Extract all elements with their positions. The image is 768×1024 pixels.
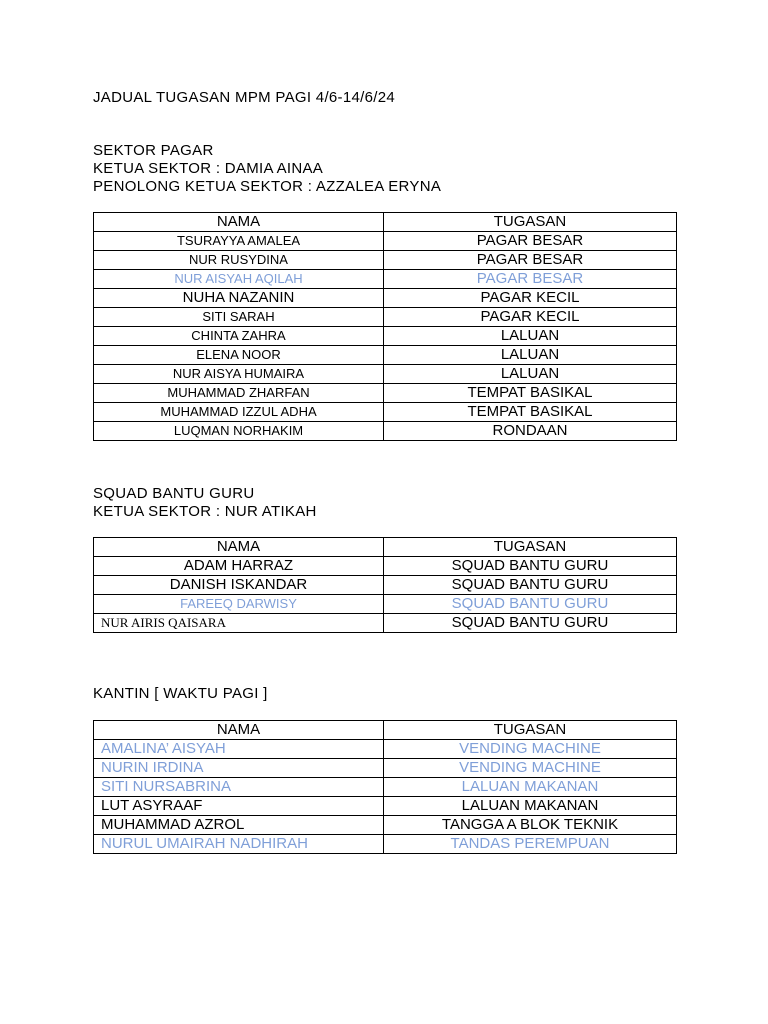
- header-tugasan: TUGASAN: [384, 721, 677, 740]
- table-row: [94, 576, 677, 595]
- table-row: [94, 835, 677, 854]
- table-row: [94, 270, 677, 289]
- nama-cell: NURIN IRDINA: [94, 759, 384, 778]
- table-row: [94, 289, 677, 308]
- squad-heading: SQUAD BANTU GURU: [93, 485, 255, 502]
- nama-cell: MUHAMMAD ZHARFAN: [94, 384, 384, 403]
- tugasan-cell: LALUAN MAKANAN: [384, 797, 677, 816]
- tugasan-cell: TANDAS PEREMPUAN: [384, 835, 677, 854]
- sektor-pagar-ketua: KETUA SEKTOR : DAMIA AINAA: [93, 160, 324, 177]
- nama-cell: LUT ASYRAAF: [94, 797, 384, 816]
- table-row: [94, 308, 677, 327]
- nama-cell: MUHAMMAD IZZUL ADHA: [94, 403, 384, 422]
- table-row: [94, 346, 677, 365]
- table-row: [94, 797, 677, 816]
- table-row: [94, 403, 677, 422]
- header-nama: NAMA: [94, 213, 384, 232]
- table-header-row: [94, 721, 677, 740]
- nama-cell: SITI NURSABRINA: [94, 778, 384, 797]
- sektor-pagar-penolong: PENOLONG KETUA SEKTOR : AZZALEA ERYNA: [93, 178, 442, 195]
- nama-cell: LUQMAN NORHAKIM: [94, 422, 384, 441]
- tugasan-cell: PAGAR KECIL: [384, 289, 677, 308]
- tugasan-cell: SQUAD BANTU GURU: [384, 595, 677, 614]
- table-header-row: [94, 538, 677, 557]
- tugasan-cell: PAGAR KECIL: [384, 308, 677, 327]
- table-header-row: [94, 213, 677, 232]
- header-nama: NAMA: [94, 721, 384, 740]
- kantin-table: [93, 720, 677, 854]
- table-row: [94, 614, 677, 633]
- tugasan-cell: PAGAR BESAR: [384, 251, 677, 270]
- table-row: [94, 384, 677, 403]
- table-row: [94, 557, 677, 576]
- tugasan-cell: SQUAD BANTU GURU: [384, 576, 677, 595]
- table-row: [94, 251, 677, 270]
- table-row: [94, 422, 677, 441]
- sektor-pagar-table: [93, 212, 677, 441]
- header-nama: NAMA: [94, 538, 384, 557]
- tugasan-cell: RONDAAN: [384, 422, 677, 441]
- tugasan-cell: TEMPAT BASIKAL: [384, 384, 677, 403]
- tugasan-cell: LALUAN: [384, 365, 677, 384]
- tugasan-cell: VENDING MACHINE: [384, 759, 677, 778]
- squad-ketua: KETUA SEKTOR : NUR ATIKAH: [93, 503, 317, 520]
- table-row: [94, 740, 677, 759]
- tugasan-cell: SQUAD BANTU GURU: [384, 557, 677, 576]
- nama-cell: AMALINA’ AISYAH: [94, 740, 384, 759]
- tugasan-cell: SQUAD BANTU GURU: [384, 614, 677, 633]
- table-row: [94, 595, 677, 614]
- nama-cell: NUR AISYAH AQILAH: [94, 270, 384, 289]
- tugasan-cell: LALUAN MAKANAN: [384, 778, 677, 797]
- nama-cell: NUHA NAZANIN: [94, 289, 384, 308]
- tugasan-cell: LALUAN: [384, 346, 677, 365]
- table-row: [94, 778, 677, 797]
- nama-cell: NUR AISYA HUMAIRA: [94, 365, 384, 384]
- tugasan-cell: PAGAR BESAR: [384, 270, 677, 289]
- tugasan-cell: VENDING MACHINE: [384, 740, 677, 759]
- table-row: [94, 327, 677, 346]
- table-row: [94, 365, 677, 384]
- nama-cell: TSURAYYA AMALEA: [94, 232, 384, 251]
- nama-cell: NUR RUSYDINA: [94, 251, 384, 270]
- nama-cell: ELENA NOOR: [94, 346, 384, 365]
- nama-cell: NURUL UMAIRAH NADHIRAH: [94, 835, 384, 854]
- page-title: JADUAL TUGASAN MPM PAGI 4/6-14/6/24: [93, 89, 395, 106]
- sektor-pagar-heading: SEKTOR PAGAR: [93, 142, 214, 159]
- nama-cell: NUR AIRIS QAISARA: [94, 614, 384, 633]
- tugasan-cell: LALUAN: [384, 327, 677, 346]
- kantin-heading: KANTIN [ WAKTU PAGI ]: [93, 685, 268, 702]
- table-row: [94, 816, 677, 835]
- nama-cell: MUHAMMAD AZROL: [94, 816, 384, 835]
- nama-cell: DANISH ISKANDAR: [94, 576, 384, 595]
- header-tugasan: TUGASAN: [384, 213, 677, 232]
- tugasan-cell: TEMPAT BASIKAL: [384, 403, 677, 422]
- table-row: [94, 759, 677, 778]
- tugasan-cell: PAGAR BESAR: [384, 232, 677, 251]
- nama-cell: CHINTA ZAHRA: [94, 327, 384, 346]
- nama-cell: ADAM HARRAZ: [94, 557, 384, 576]
- squad-bantu-guru-table: [93, 537, 677, 633]
- tugasan-cell: TANGGA A BLOK TEKNIK: [384, 816, 677, 835]
- table-row: [94, 232, 677, 251]
- header-tugasan: TUGASAN: [384, 538, 677, 557]
- nama-cell: SITI SARAH: [94, 308, 384, 327]
- nama-cell: FAREEQ DARWISY: [94, 595, 384, 614]
